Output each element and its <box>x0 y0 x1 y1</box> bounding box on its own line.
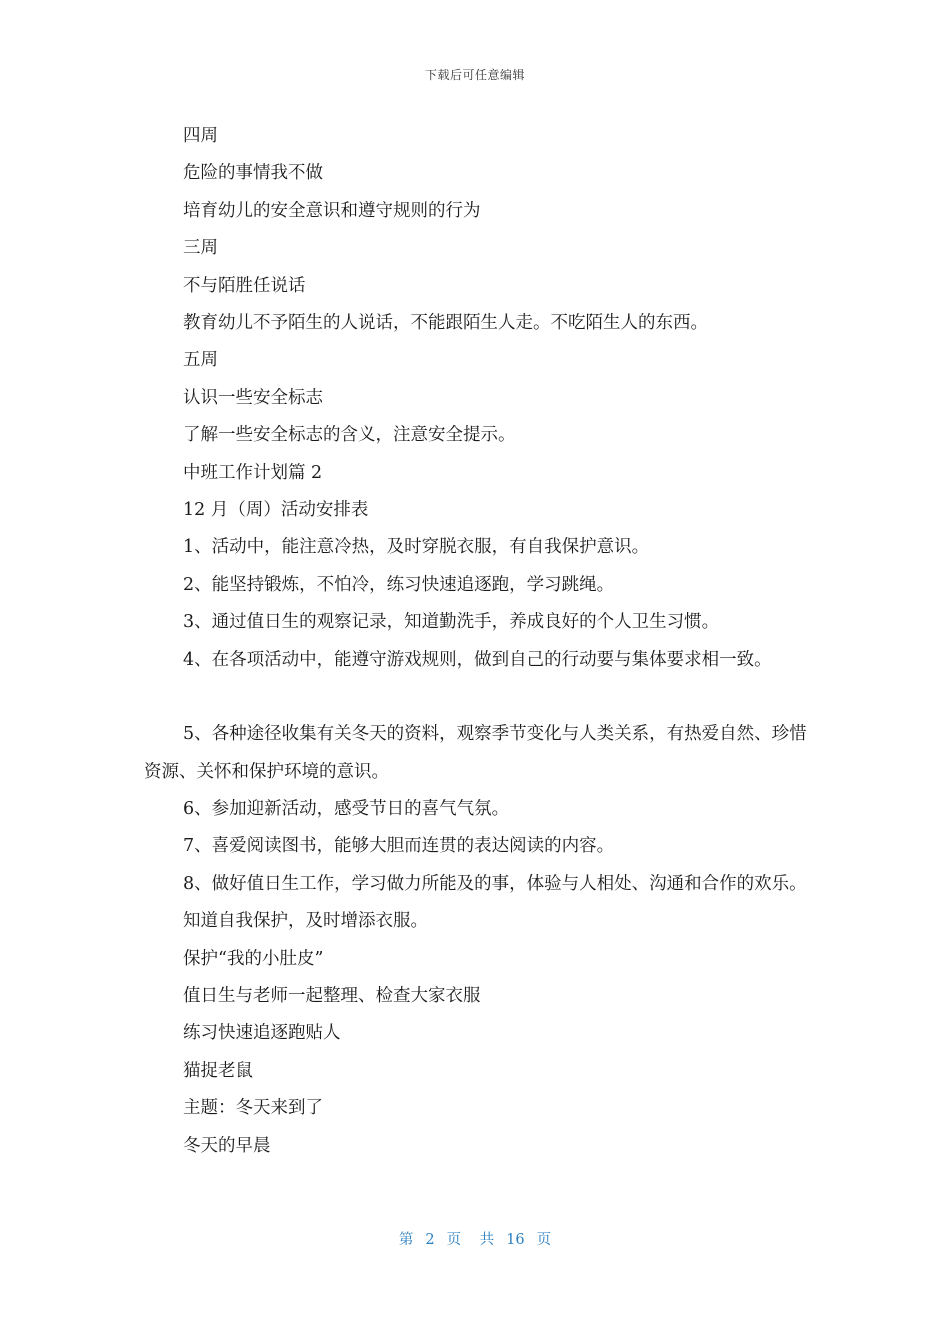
footer-label-page: 第 <box>398 1232 414 1248</box>
document-body <box>144 118 824 1165</box>
paragraph: 猫捉老鼠 <box>183 1060 253 1081</box>
paragraph: 教育幼儿不予陌生的人说话，不能跟陌生人走。不吃陌生人的东西。 <box>183 313 708 334</box>
paragraph: 认识一些安全标志 <box>183 387 323 408</box>
paragraph: 知道自我保护，及时增添衣服。 <box>183 911 428 932</box>
list-item: 2、能坚持锻炼，不怕冷，练习快速追逐跑，学习跳绳。 <box>183 574 615 595</box>
paragraph: 值日生与老师一起整理、检查大家衣服 <box>183 985 481 1006</box>
paragraph: 四周 <box>183 126 218 146</box>
paragraph: 冬天的早晨 <box>183 1135 271 1156</box>
list-item: 4、在各项活动中，能遵守游戏规则，做到自己的行动要与集体要求相一致。 <box>183 649 772 670</box>
paragraph: 培育幼儿的安全意识和遵守规则的行为 <box>183 200 481 221</box>
paragraph: 五周 <box>183 350 218 371</box>
list-item: 7、喜爱阅读图书，能够大胆而连贯的表达阅读的内容。 <box>183 836 615 857</box>
list-item: 3、通过值日生的观察记录，知道勤洗手，养成良好的个人卫生习惯。 <box>183 612 720 633</box>
paragraph: 练习快速追逐跑贴人 <box>183 1023 341 1044</box>
paragraph: 主题：冬天来到了 <box>183 1098 323 1119</box>
list-item: 5、各种途径收集有关冬天的资料，观察季节变化与人类关系，有热爱自然、珍惜资源、关怀和保护环境的意识。 <box>144 724 807 782</box>
list-item: 6、参加迎新活动，感受节日的喜气气氛。 <box>183 798 510 819</box>
list-item: 8、做好值日生工作，学习做力所能及的事，体验与人相处、沟通和合作的欢乐。 <box>183 873 807 894</box>
footer-label-end: 页 <box>536 1232 552 1248</box>
paragraph: 不与陌胜任说话 <box>183 275 306 296</box>
blank-line <box>144 679 824 716</box>
section-title: 中班工作计划篇 2 <box>183 462 323 483</box>
paragraph: 危险的事情我不做 <box>183 163 323 184</box>
paragraph: 12 月（周）活动安排表 <box>183 500 369 521</box>
footer-label-of: 页 共 <box>446 1232 495 1248</box>
total-pages-number: 16 <box>506 1232 525 1248</box>
current-page-number: 2 <box>425 1232 435 1248</box>
list-item: 1、活动中，能注意冷热，及时穿脱衣服，有自我保护意识。 <box>183 537 650 558</box>
page-header: 下载后可任意编辑 <box>424 68 525 82</box>
paragraph: 三周 <box>183 238 218 259</box>
page-footer <box>0 1228 950 1249</box>
paragraph: 了解一些安全标志的含义，注意安全提示。 <box>183 425 516 446</box>
paragraph: 保护“我的小肚皮” <box>183 948 324 969</box>
